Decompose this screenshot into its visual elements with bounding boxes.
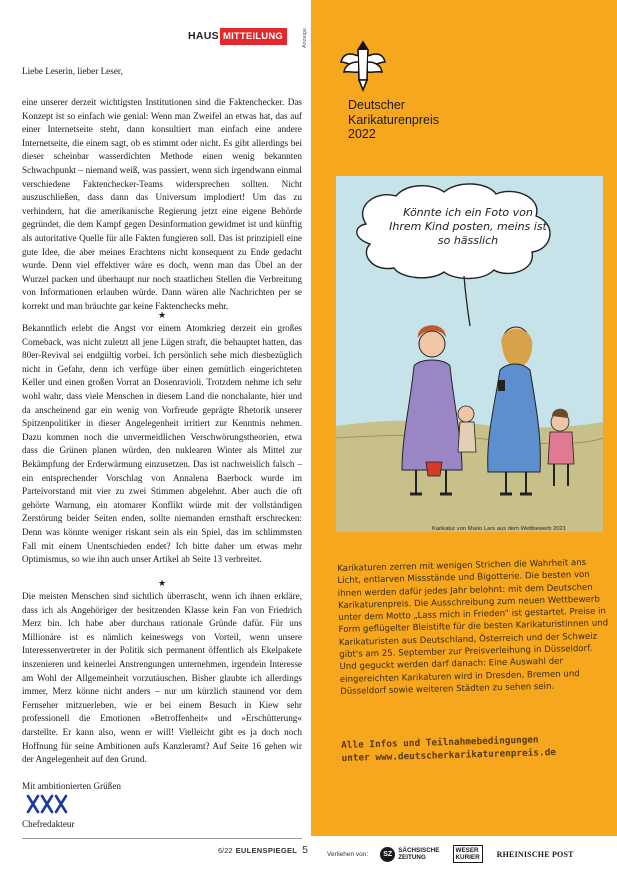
weser-line: KURIER [455, 854, 480, 861]
sz-wordmark [398, 847, 439, 861]
sponsor-bar [311, 836, 617, 872]
letter-paragraph-1: eine unserer derzeit wichtigsten Institutionen sind die Faktenchecker. Das Konzept ist so einfach wie genial: Wenn man Zweifel an etwas hat, das auf einer Internetseite steht, dann konsultiert man einfach eine andere Internetseite, die einem sagt, ob es stimmt oder nicht. Es gibt allerdings bei dieser scheinbar wasserdichten Methode einen wenig bekannten Schwachpunkt – niemand weiß, was passiert, wenn sich irgendwann einmal verschiedene Faktenchecker-Teams widersprechen sollten. Nicht auszuschließen, dass dann das Universum implodiert! Um das zu verhindern, hat die amerikanische Regierung jetzt eine eigene Behörde gegründet, die dem Kampf gegen Desinformation gewidmet ist und künftig als autoritative Quelle für alle Fakten fungieren soll. Das ist prinzipiell eine gute Idee, die aber meines Erachtens nicht konsequent zu Ende gedacht wurde. Denn viel effektiver wäre es doch, wenn man das Übel an der Wurzel packen und überhaupt nur noch staatlichen Stellen die Verbreitung von Informationen erlauben würde. Dann wären alle Nachrichten per se korrekt und man bräuchte gar keine Faktenchecks mehr. [22, 97, 302, 311]
letter-role: Chefredakteur [22, 819, 75, 829]
sz-line: ZEITUNG [398, 854, 426, 861]
cartoon-caption: Karikatur von Mario Lars aus dem Wettbewerb 2021 [432, 526, 566, 532]
letter-closing: Mit ambitionierten Grüßen [22, 781, 121, 791]
sponsor-label: Verliehen von: [327, 850, 369, 858]
prize-title-line: Karikaturenpreis [348, 112, 440, 127]
separator-star-1: ★ [157, 310, 167, 320]
brand-mitteilung: MITTEILUNG [220, 28, 287, 45]
weser-line: WESER [455, 847, 479, 854]
sz-logo [380, 847, 439, 862]
winged-pencil-logo-icon [339, 36, 387, 94]
letter-paragraph-3: Die meisten Menschen sind sichtlich überrascht, wenn ich ihnen erkläre, dass ich als Angehöriger der besitzenden Klasse kein Fan von Friedrich Merz bin. Ich habe aber durchaus rationale Gründe dafür. Für uns Millionäre ist es nämlich keineswegs von Vorteil, wenn unsere Interessenvertreter in der Politik sich permanent öffentlich als Ekelpakete inszenieren und keinerlei Anstrengungen unternehmen, irgendein Interesse am Wohl der Allgemeinheit vorzutäuschen. Bisher glaubte ich allerdings immer, Merz könne nicht anders – nur um kürzlich staunend vor dem Fernseher mitzuerleben, wie er bei einem Besuch in Kiew sehr professionell die Emotionen »Betroffenheit« und »Erschütterung« darstellte. Er kann also, wenn er will! Vielleicht gibt es ja doch noch Hoffnung für seine Ambitionen aufs Kanzleramt? Auf Seite 16 gehen wir der Angelegenheit auf den Grund. [22, 591, 302, 765]
sz-badge-icon: SZ [380, 847, 395, 862]
prize-title-line: 2022 [348, 127, 376, 141]
section-brand [188, 30, 287, 42]
sz-line: SÄCHSISCHE [398, 847, 440, 854]
page-number: 5 [302, 844, 308, 856]
ad-label: Anzeige [302, 28, 308, 48]
cartoon-image [336, 176, 603, 532]
prize-title [348, 98, 439, 142]
ad-cta [341, 732, 612, 765]
footer-rule [22, 838, 302, 839]
page-footer [218, 844, 308, 856]
footer-issue: 6/22 [218, 846, 233, 855]
ad-panel [311, 0, 617, 836]
separator-star-2: ★ [157, 578, 167, 588]
ad-cta-line: Alle Infos und Teilnahmebedingungen [341, 734, 539, 751]
weser-kurier-logo [453, 845, 483, 863]
ad-body-text: Karikaturen zerren mit wenigen Strichen die Wahrheit ans Licht, entlarven Missstände und Bigotterie. Die besten von ihnen werden dafür jedes Jahr belohnt: mit dem Deutschen Karikaturenpreis. Die Ausschreibung zum neuen Wettbewerb unter dem Motto „Lass mich in Frieden“ ist gestartet. Preise in Form geflügelter Bleistifte für die besten Karikaturistinnen und Karikaturisten aus Deutschland, Österreich und der Schweiz gibt's am 25. September zur Preisverleihung in Düsseldorf. Und geguckt werden darf danach: Eine Auswahl der eingereichten Karikaturen wird in Dresden, Bremen und Düsseldorf sowie weiteren Städten zu sehen sein. [337, 557, 609, 697]
letter-paragraph-2: Bekanntlich erlebt die Angst vor einem Atomkrieg derzeit ein großes Comeback, was nicht zuletzt all jene Lügen straft, die behauptet hatten, das 80er-Revival sei endgültig vorbei. Ich persönlich sehe mich diesbezüglich nicht in Gefahr, denn ich verfüge über einen gemütlich eingerichteten Keller und einen großen Vorrat an Dosenravioli. Trotzdem nehme ich sehr wohl wahr, dass viele Menschen in diesem Land die nonchalante, hier und da anscheinend gar ein wenig von Vorfreude geprägte Rhetorik unserer Spitzenpolitiker in dieser Angelegenheit irritiert zur Kenntnis nehmen. Dazu kommen noch die unvermeidlichen Verschwörungstheorien, etwa dass die Grünen planen würden, den nuklearen Winter als Mittel zur Bekämpfung der Erderwärmung einzusetzen. Das ist nachweislich falsch – ein entsprechender Vorschlag von Annalena Baerbock wurde im Parteivorstand mit vier zu zwei Stimmen abgelehnt. Aber auch die oft gehörte Warnung, ein atomarer Konflikt würde mit der vollständigen Zerstörung beider Seiten enden, sollte niemanden ernsthaft erschrecken: Denn was könnte weniger riskant sein als ein Spiel, das im schlimmsten Fall mit einem Unentschieden endet? Ich bitte daher um etwas mehr Optimismus, so wie ihn auch unser Artikel ab Seite 13 verbreitet. [22, 323, 302, 565]
signature-xxx-icon [26, 792, 70, 816]
brand-haus: HAUS [188, 30, 219, 42]
ad-cta-url: unter www.deutscherkarikaturenpreis.de [341, 746, 557, 764]
letter-salutation: Liebe Leserin, lieber Leser, [22, 66, 123, 76]
footer-magazine: EULENSPIEGEL [235, 846, 298, 855]
rheinische-post-logo: RHEINISCHE POST [496, 849, 574, 859]
prize-title-line: Deutscher [348, 98, 405, 112]
cartoon-speech-text: Könnte ich ein Foto von Ihrem Kind posten, meins ist so hässlich [389, 206, 547, 247]
